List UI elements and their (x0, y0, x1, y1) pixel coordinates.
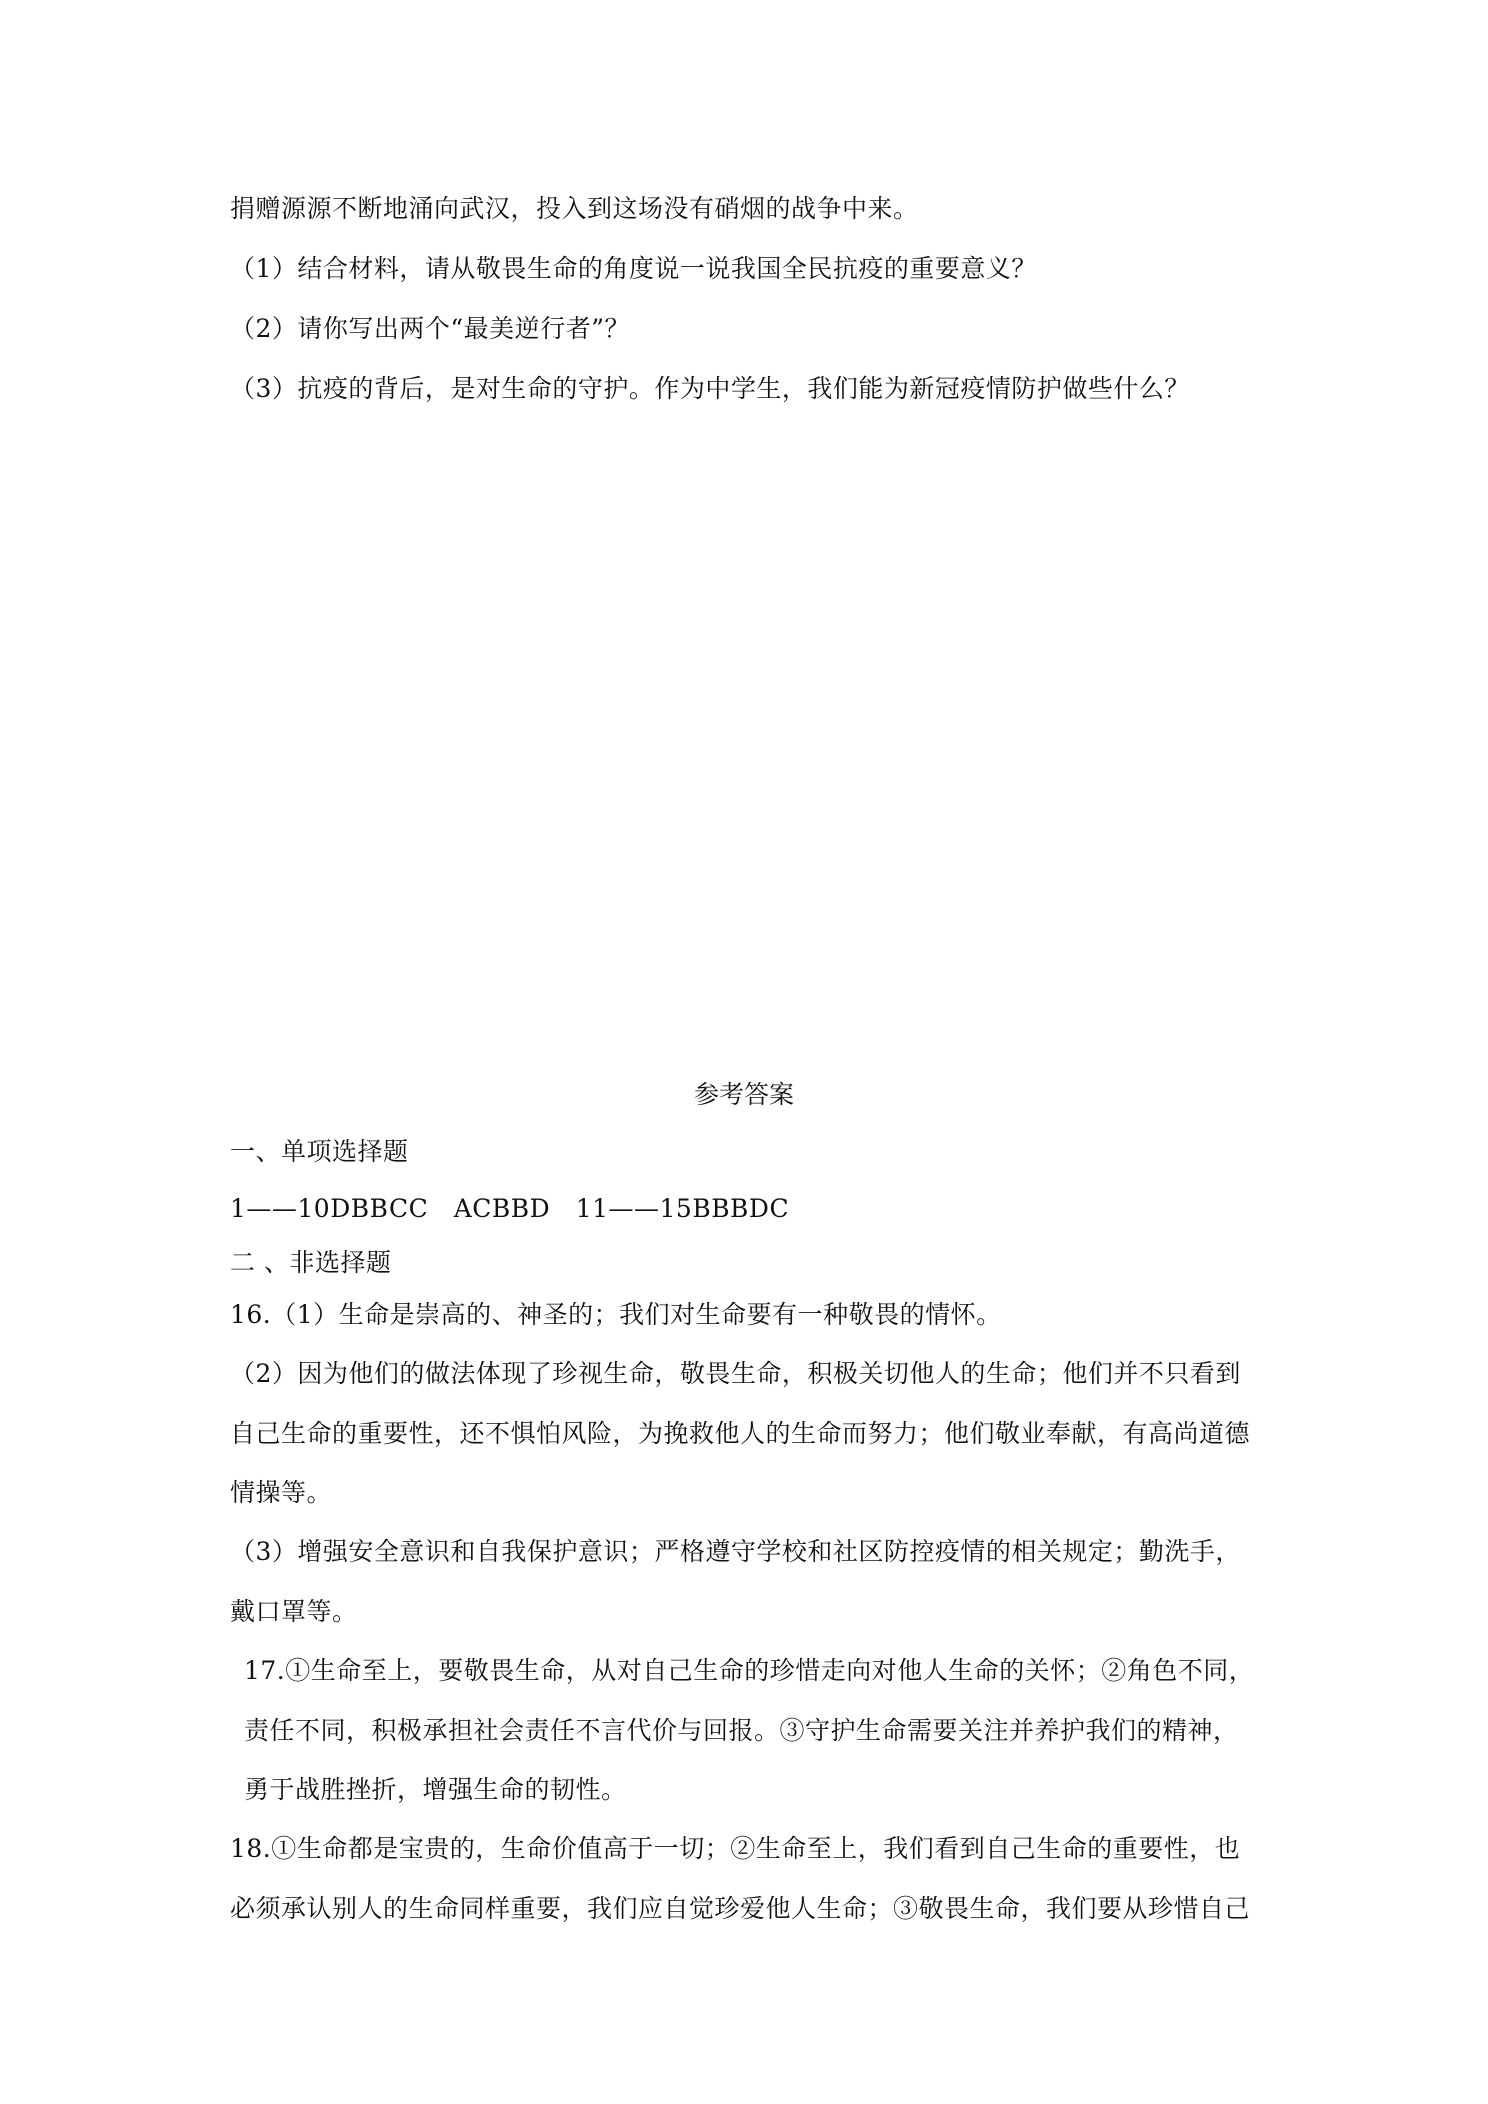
question-item-1: （1）结合材料，请从敬畏生命的角度说一说我国全民抗疫的重要意义？ (230, 254, 1037, 283)
answer-16-line: 16.（1）生命是崇高的、神圣的；我们对生命要有一种敬畏的情怀。 (230, 1300, 1002, 1329)
question-item-2: （2）请你写出两个“最美逆行者”？ (230, 314, 630, 343)
answer-18-line: 18.①生命都是宝贵的，生命价值高于一切；②生命至上，我们看到自己生命的重要性，也 (230, 1834, 1241, 1863)
section1-heading: 一、单项选择题 (230, 1137, 409, 1166)
answer-17-line: 责任不同，积极承担社会责任不言代价与回报。③守护生命需要关注并养护我们的精神， (244, 1716, 1239, 1745)
answer-18-line: 必须承认别人的生命同样重要，我们应自觉珍爱他人生命；③敬畏生命，我们要从珍惜自己 (230, 1894, 1251, 1923)
answer-16-line: （3）增强安全意识和自我保护意识；严格遵守学校和社区防控疫情的相关规定；勤洗手， (230, 1537, 1241, 1566)
question-item-3: （3）抗疫的背后，是对生命的守护。作为中学生，我们能为新冠疫情防护做些什么？ (230, 374, 1190, 403)
section1-answers: 1——10DBBCC ACBBD 11——15BBBDC (230, 1194, 790, 1223)
section2-heading: 二 、非选择题 (230, 1248, 392, 1277)
answer-16-line: 戴口罩等。 (230, 1597, 358, 1626)
answer-16-line: 自己生命的重要性，还不惧怕风险，为挽救他人的生命而努力；他们敬业奉献，有高尚道德 (230, 1419, 1251, 1448)
question-intro-tail: 捐赠源源不断地涌向武汉，投入到这场没有硝烟的战争中来。 (230, 194, 919, 223)
answer-17-line: 17.①生命至上，要敬畏生命，从对自己生命的珍惜走向对他人生命的关怀；②角色不同， (244, 1656, 1255, 1685)
answer-16-line: （2）因为他们的做法体现了珍视生命，敬畏生命，积极关切他人的生命；他们并不只看到 (230, 1359, 1241, 1388)
answer-17-line: 勇于战胜挫折，增强生命的韧性。 (244, 1775, 627, 1804)
answers-title: 参考答案 (693, 1080, 794, 1109)
answer-16-line: 情操等。 (230, 1478, 333, 1507)
